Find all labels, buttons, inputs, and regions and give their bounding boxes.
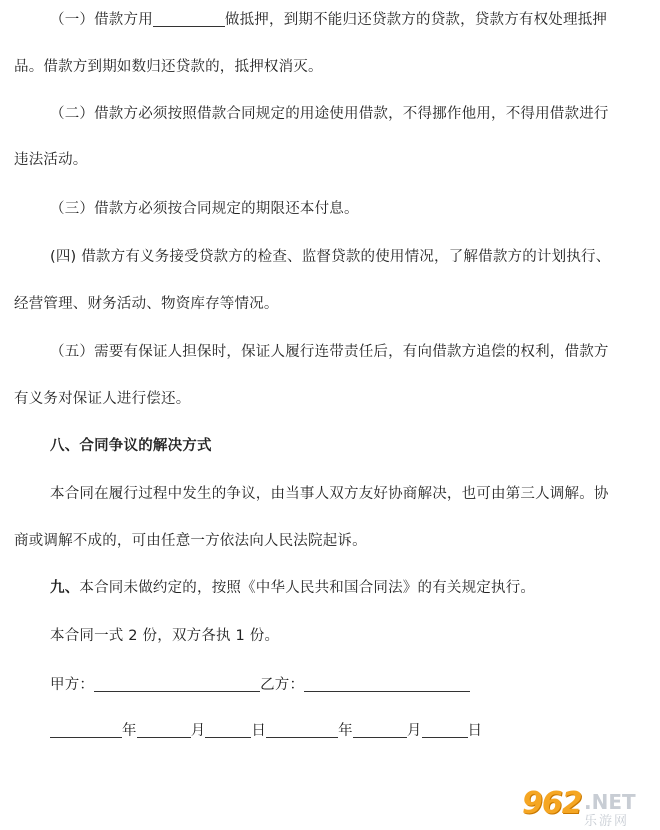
section8-heading: 八、合同争议的解决方式 <box>50 438 212 454</box>
watermark-site-name: 乐游网 <box>584 814 630 829</box>
party-b-label: 乙方： <box>260 677 305 693</box>
para5-line2: 有义务对保证人进行偿还。 <box>14 391 191 407</box>
para1-line2: 品。借款方到期如数归还贷款的，抵押权消灭。 <box>14 59 323 75</box>
signature-line <box>50 673 660 697</box>
party-a-blank <box>94 675 260 692</box>
para4-line1: (四) 借款方有义务接受贷款方的检查、监督贷款的使用情况，了解借款方的计划执行、 <box>50 249 611 265</box>
party-b-year-label: 年 <box>338 723 353 739</box>
para1-text-a: （一）借款方用 <box>50 12 153 28</box>
party-a-year-label: 年 <box>122 723 137 739</box>
date-line <box>50 719 660 743</box>
watermark-number: 962 <box>522 786 582 821</box>
para4-line2: 经营管理、财务活动、物资库存等情况。 <box>14 296 279 312</box>
party-a-month-blank <box>137 721 191 738</box>
section8-line1: 本合同在履行过程中发生的争议，由当事人双方友好协商解决，也可由第三人调解。协 <box>50 486 609 502</box>
section9-text: 本合同未做约定的，按照《中华人民共和国合同法》的有关规定执行。 <box>79 580 536 596</box>
party-b-blank <box>304 675 470 692</box>
party-b-day-label: 日 <box>467 723 483 739</box>
party-b-day-blank <box>422 721 468 738</box>
party-a-day-label: 日 <box>251 723 267 739</box>
party-b-month-blank <box>353 721 407 738</box>
para2-line2: 违法活动。 <box>14 152 88 168</box>
party-b-year-blank <box>266 721 338 738</box>
party-a-year-blank <box>50 721 122 738</box>
party-a-day-blank <box>205 721 251 738</box>
party-a-label: 甲方： <box>50 677 95 693</box>
party-b-month-label: 月 <box>406 723 422 739</box>
watermark-domain: .NET <box>584 790 636 814</box>
section9-prefix: 九、 <box>50 580 80 596</box>
para2-line1: （二）借款方必须按照借款合同规定的用途使用借款，不得挪作他用，不得用借款进行 <box>50 106 609 122</box>
copies-line: 本合同一式 2 份，双方各执 1 份。 <box>50 628 280 644</box>
para3-line1: （三）借款方必须按合同规定的期限还本付息。 <box>50 201 359 217</box>
section9-line <box>50 576 660 600</box>
section8-line2: 商或调解不成的，可由任意一方依法向人民法院起诉。 <box>14 533 367 549</box>
para5-line1: （五）需要有保证人担保时，保证人履行连带责任后，有向借款方追偿的权利，借款方 <box>50 344 609 360</box>
site-watermark <box>522 786 654 829</box>
para1-text-b: 做抵押，到期不能归还贷款方的贷款，贷款方有权处理抵押 <box>224 12 608 28</box>
para1-line1 <box>50 8 660 32</box>
collateral-blank <box>153 10 225 27</box>
party-a-month-label: 月 <box>190 723 206 739</box>
